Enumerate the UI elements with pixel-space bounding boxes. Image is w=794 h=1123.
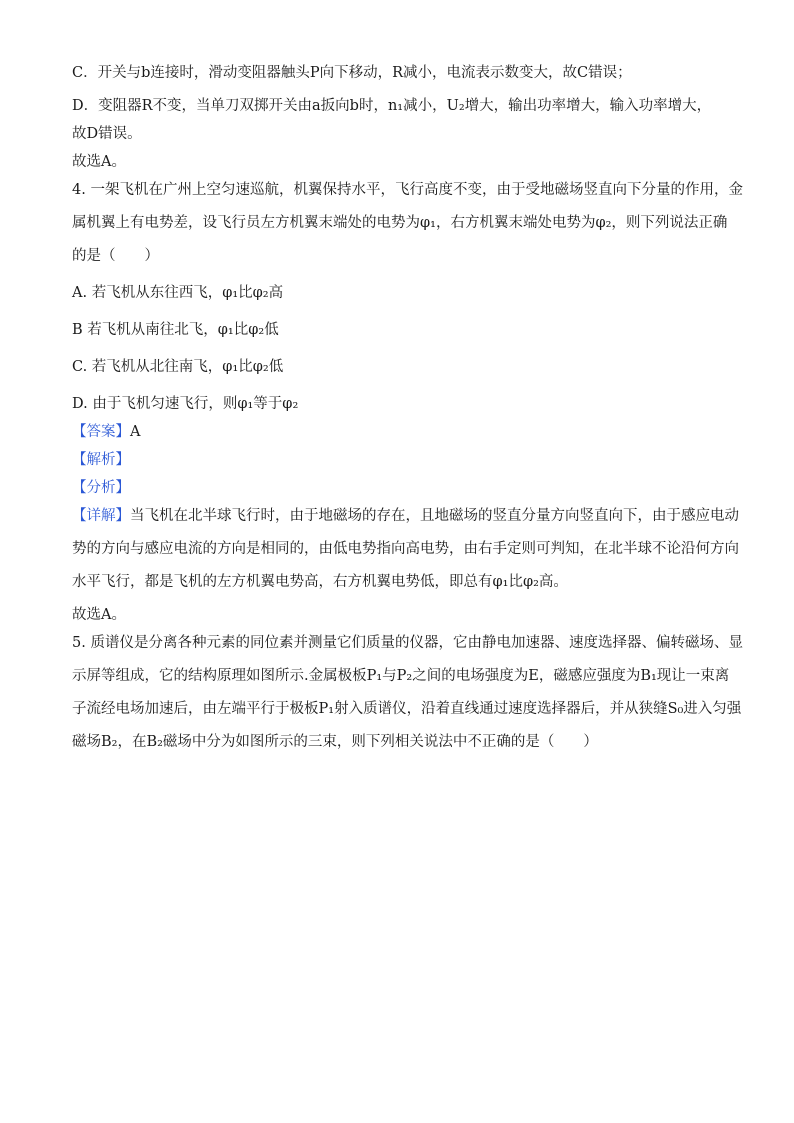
option-d-prev-line-1: D．变阻器R不变，当单刀双掷开关由a扳向b时，n₁减小，U₂增大，输出功率增大，输入功率增大，: [72, 98, 712, 114]
xiangjie-tag: 【详解】: [72, 508, 130, 524]
option-c-prev: C．开关与b连接时，滑动变阻器触头P向下移动，R减小，电流表示数变大，故C错误；: [72, 65, 632, 81]
answer-row: [72, 421, 722, 443]
q4-option-b: B 若飞机从南往北飞，φ₁比φ₂低: [72, 322, 279, 338]
option-d-prev-line-2: 故D错误。: [72, 126, 142, 142]
document-page: [72, 62, 743, 753]
q5-stem-line-1: 5. 质谱仪是分离各种元素的同位素并测量它们质量的仪器，它由静电加速器、速度选择器、偏转磁场、显: [72, 635, 743, 651]
q5-stem-line-4: 磁场B₂，在B₂磁场中分为如图所示的三束，则下列相关说法中不正确的是（ ）: [72, 734, 598, 750]
q4-stem-line-3: 的是（ ）: [72, 248, 159, 264]
detail-line-3: 水平飞行，都是飞机的左方机翼电势高，右方机翼电势低，即总有φ₁比φ₂高。: [72, 574, 568, 590]
q4-option-a: A. 若飞机从东往西飞，φ₁比φ₂高: [72, 285, 284, 301]
q4-stem-line-1: 4. 一架飞机在广州上空匀速巡航，机翼保持水平，飞行高度不变，由于受地磁场竖直向下分量的作用，金: [72, 182, 743, 198]
answer-value: A: [130, 424, 141, 440]
q5-stem-line-2: 示屏等组成，它的结构原理如图所示.金属极板P₁与P₂之间的电场强度为E，磁感应强度为B₁现让一束离: [72, 668, 730, 684]
detail-line-2: 势的方向与感应电流的方向是相同的，由低电势指向高电势，由右手定则可判知，在北半球不论沿何方向: [72, 541, 739, 557]
jiexi-tag: 【解析】: [72, 452, 130, 468]
choose-prev: 故选A。: [72, 154, 126, 170]
q5-stem-line-3: 子流经电场加速后，由左端平行于极板P₁射入质谱仪，沿着直线通过速度选择器后，并从狭缝S₀进入匀强: [72, 701, 742, 717]
answer-tag: 【答案】: [72, 424, 130, 440]
fenxi-tag: 【分析】: [72, 480, 130, 496]
detail-line-1: 当飞机在北半球飞行时，由于地磁场的存在，且地磁场的竖直分量方向竖直向下，由于感应电动: [130, 508, 739, 524]
choose-q4: 故选A。: [72, 607, 126, 623]
q4-option-d: D. 由于飞机匀速飞行，则φ₁等于φ₂: [72, 396, 299, 412]
q4-option-c: C. 若飞机从北往南飞，φ₁比φ₂低: [72, 359, 284, 375]
detail-row-1: [72, 505, 739, 527]
q4-stem-line-2: 属机翼上有电势差，设飞行员左方机翼末端处的电势为φ₁，右方机翼末端处电势为φ₂，则下列说法正确: [72, 215, 728, 231]
